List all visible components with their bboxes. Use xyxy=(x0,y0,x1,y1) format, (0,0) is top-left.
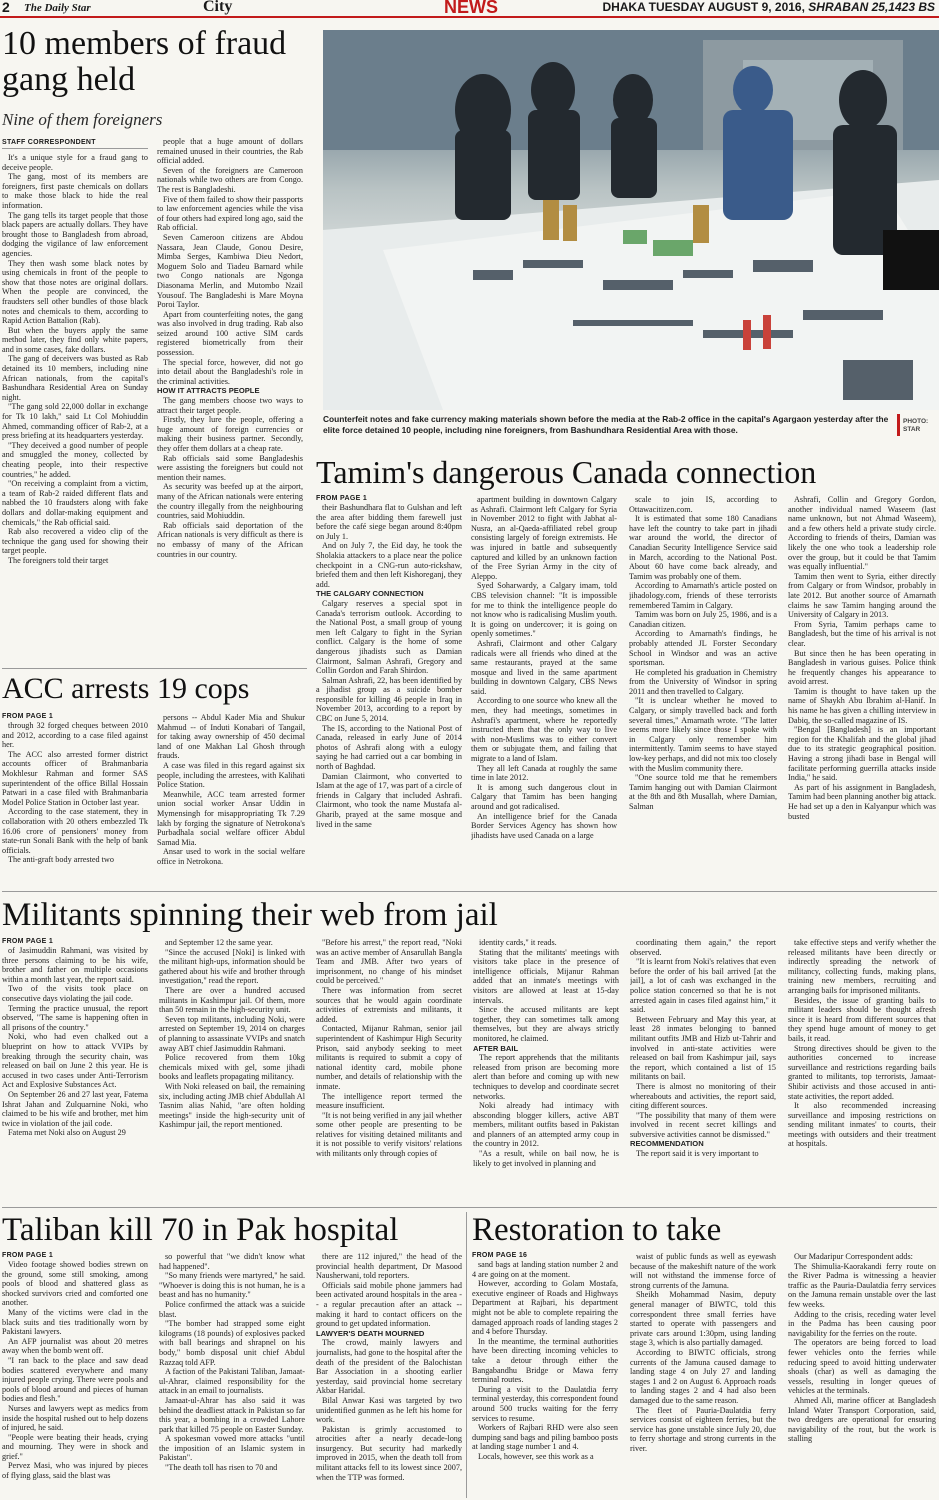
paragraph: of Jasimuddin Rahmani, was visited by three persons claiming to be his wife, brother and father on multiple occasions within a month last year, the report said. xyxy=(2,946,148,984)
paragraph: Sheikh Mohammad Nasim, deputy general manager of BIWTC, told this correspondent three small ferries have started to operate with passengers and private cars around 1:30pm, using landing stage 3, which is also partially damaged. xyxy=(630,1290,776,1348)
militants-column-1 xyxy=(2,946,148,1202)
paragraph: through 32 forged cheques between 2010 and 2012, according to a case filed against her. xyxy=(2,721,148,750)
fraud-subhead: HOW IT ATTRACTS PEOPLE xyxy=(157,386,260,396)
paragraph: people that a huge amount of dollars remained unused in their countries, the Rab official added. xyxy=(157,137,303,166)
militants-column-3 xyxy=(316,938,462,1202)
paragraph: take effective steps and verify whether the released militants have been directly or indirectly spreading the network of militancy, collecting funds, making plans, training new members, recruiting and arranging bails for imprisoned militants. xyxy=(788,938,936,995)
tamim-column-1-part-1 xyxy=(316,503,462,589)
taliban-column-1 xyxy=(2,1260,148,1498)
paragraph: From Syria, Tamim perhaps came to Bangladesh, but the time of his arrival is not clear. xyxy=(788,619,936,648)
paragraph: The gang tells its target people that those black papers are actually dollars. They have brought those to Bangladesh from abroad, dodging the vigilance of law enforcement agencies. xyxy=(2,210,148,258)
paragraph: Damian Clairmont, who converted to Islam at the age of 17, was part of a circle of friends in Calgary that included Ashrafi. Clairmont, who took the name Mustafa al-Gharib, prayed at the same mosque and lived in the same xyxy=(316,771,462,829)
paragraph: The fleet of Pauria-Daulatdia ferry services consist of eighteen ferries, but the service has gone unstable since July 20, due to ferry shortage and strong currents in the river. xyxy=(630,1405,776,1453)
paragraph: The foreigners told their target xyxy=(8,555,109,565)
paragraph: "It is unclear whether he moved to Calgary, or simply travelled back and forth several times," Amarnath wrote. "The latter seems more likely since those I spoke with in Calgary only remember him intermittently. Tamim seems to have stayed low-key perhaps, and did not mix too closely with the Muslim community there. xyxy=(629,696,777,773)
paragraph: Rab officials said deportation of the African nationals is very difficult as there is no embassy of many of the African countries in our country. xyxy=(157,520,303,559)
restoration-column-1 xyxy=(472,1260,618,1498)
militants-column-5 xyxy=(630,938,776,1202)
paragraph: Meanwhile, ACC team arrested former union social worker Ansar Uddin in Mymensingh for misappropriating Tk 7.29 lakh by forging the signature of Netrokona's Purbadhala social welfare officer Abdul Samad Mia. xyxy=(157,789,305,847)
paragraph: Strong directives should be given to the authorities concerned to increase surveillance and restrictions regarding bails granted to militants, top terrorists, Jamaat-Shibir activists and those accused in anti-state activities, the report added. xyxy=(788,1043,936,1101)
fraud-deck: Nine of them foreigners xyxy=(2,110,163,129)
paragraph: Apart from counterfeiting notes, the gang was also involved in drug trading. Rab also seized around 100 active SIM cards registered biometrically from their possession. xyxy=(157,309,303,358)
militants-column-5-part-2 xyxy=(630,1149,776,1159)
paragraph: Pakistan is grimly accustomed to atrocities after a nearly decade-long insurgency. But security had markedly improved in 2015, when the death toll from militant attacks fell to its lowest since 2007, when the TTP was formed. xyxy=(316,1424,462,1482)
paragraph: There was information from secret sources that he would again coordinate activities of extremists and militants, it added. xyxy=(316,985,462,1024)
acc-column-2 xyxy=(157,713,305,881)
paragraph: A case was filed in this regard against six people, including the arrestees, with Kalihati Police Station. xyxy=(157,760,305,790)
militants-headline: Militants spinning their web from jail xyxy=(2,897,498,933)
paragraph: there are 112 injured," the head of the provincial health department, Dr Masood Nausherwani, told reporters. xyxy=(316,1252,462,1281)
paragraph: "It is not being verified in any jail whether some other people are presenting to be relatives for visiting detained militants and it is not possible to verify visitors' relations with militants only through copies of xyxy=(316,1110,462,1159)
paragraph: Rab also recovered a video clip of the technique the gang used for showing their target people. xyxy=(2,527,148,556)
paragraph: An intelligence brief for the Canada Border Services Agency has shown how jihadists have used Canada on a large xyxy=(471,811,617,840)
paragraph: The operators are being forced to load fewer vehicles onto the ferries while reducing speed to avoid hitting underwater shoals (char) as well as damaging the vessels, resulting in longer queues of vehicles at the terminals. xyxy=(788,1338,936,1396)
paragraph: "Before his arrest," the report read, "Noki was an active member of Ansarullah Bangla Team and JMB. After two years of imprisonment, no change of his mindset could be perceived." xyxy=(316,938,462,986)
paragraph: They all left Canada at roughly the same time in late 2012. xyxy=(471,763,617,783)
paragraph: Since the accused militants are kept together, they can sometimes talk among themselves, but they are always strictly monitored, he claimed. xyxy=(473,1005,619,1043)
paragraph: The gang, most of its members are foreigners, first paste chemicals on dollars to make those black to hide the real information. xyxy=(2,172,148,210)
paragraph: "The possibility that many of them were involved in recent secret killings and subversive activities cannot be dismissed." xyxy=(630,1110,776,1139)
page-number: 2 xyxy=(2,0,10,15)
taliban-headline: Taliban kill 70 in Pak hospital xyxy=(2,1212,399,1248)
paragraph: Our Madaripur Correspondent adds: xyxy=(794,1252,913,1261)
paragraph: "People were beating their heads, crying and mourning. They were in shock and grief." xyxy=(2,1432,148,1461)
section-rule xyxy=(2,891,937,892)
paragraph: It also recommended increasing surveillance and imposing restrictions on sending militant inmates' to courts, their meetings with outsiders and their treatment at hospitals. xyxy=(788,1101,936,1149)
dateline-bangla: SHRABAN 25,1423 BS xyxy=(808,0,935,14)
taliban-column-3-part-1 xyxy=(316,1252,462,1329)
tamim-column-4 xyxy=(788,495,936,881)
tamim-column-1-part-2 xyxy=(316,599,462,829)
byline-rule xyxy=(2,148,148,149)
paragraph: "The gang sold 22,000 dollar in exchange for Tk 10 lakh," said Lt Col Mohiuddin Ahmed, commanding officer of Rab-2, at a press briefing at its headquarters yesterday. xyxy=(2,402,148,441)
taliban-column-3 xyxy=(316,1252,462,1498)
acc-column-1 xyxy=(2,721,148,881)
militants-from-page: FROM PAGE 1 xyxy=(2,938,54,945)
paragraph: identity cards," it reads. xyxy=(479,938,557,947)
paragraph: According to the case statement, they in collaboration with 20 others embezzled Tk 16.06 crore of pensioners' money from state-run Sonali Bank with the help of bank officials. xyxy=(2,807,148,855)
paragraph: Syed Soharwardy, a Calgary imam, told CBS television channel: "It is impossible for me to think the intelligence people do not know who is radicalising Muslim youth. It is going on undercover; it is going on openly sometimes." xyxy=(471,581,617,639)
paragraph: The gang of deceivers was busted as Rab detained its 10 members, including nine African nationals, from the capital's Bashundhara Residential Area on Sunday night. xyxy=(2,354,148,402)
paragraph: "As a result, while on bail now, he is likely to get involved in planning and xyxy=(473,1149,619,1168)
paragraph: Many of the victims were clad in the black suits and ties traditionally worn by Pakistani lawyers. xyxy=(2,1307,148,1337)
restoration-column-2 xyxy=(630,1252,776,1498)
paragraph: A spokesman vowed more attacks "until the imposition of an Islamic system in Pakistan". xyxy=(159,1434,305,1463)
paragraph: Noki already had intimacy with absconding blogger killers, active ABT members, militant outfits based in Pakistan and planners of an attempted army coup in the country in 2012. xyxy=(473,1101,619,1149)
tamim-column-1 xyxy=(316,503,462,881)
paragraph: their Bashundhara flat to Gulshan and left the area after bidding them farewell just before the café siege began around 8:40pm on July 1. xyxy=(316,503,462,541)
paragraph: It is estimated that some 180 Canadians have left the country to take part in jihadi war around the world, the director of Canadian Security Intelligence Service said in March, according to the National Post. About 60 have come back already, and Tamim was probably one of them. xyxy=(629,514,777,581)
tamim-headline: Tamim's dangerous Canada connection xyxy=(316,454,817,490)
paragraph: Tamim then went to Syria, either directly from Calgary or from Windsor, probably in late 2012. But another source of Amarnath claims he saw Tamim hanging around the University of Calgary in 2013. xyxy=(788,571,936,620)
paragraph: The report said it is very important to xyxy=(636,1149,759,1159)
section-rule xyxy=(2,1207,937,1208)
credit-bar xyxy=(897,414,900,436)
paragraph: Locals, however, see this work as a xyxy=(478,1451,594,1461)
paragraph: "On receiving a complaint from a victim, a team of Rab-2 raided different flats and nabbed the 10 fraudsters along with fake dollars and dollar-making equipment and chemicals," the Rab official said. xyxy=(2,479,148,527)
paragraph: There are over a hundred accused militants in Kashimpur jail. Of them, more than 50 remain in the high-security unit. xyxy=(159,985,305,1015)
paragraph: During a visit to the Daulatdia ferry terminal yesterday, this correspondent found around 500 trucks waiting for the ferry services to resume. xyxy=(472,1384,618,1423)
dateline-english: DHAKA TUESDAY AUGUST 9, 2016, xyxy=(602,0,805,14)
restoration-from-page: FROM PAGE 16 xyxy=(472,1252,528,1259)
paragraph: A faction of the Pakistani Taliban, Jamaat-ul-Ahrar, claimed responsibility for the attack in an email to journalists. xyxy=(159,1367,305,1396)
fraud-column-2 xyxy=(157,137,303,667)
restoration-column-3 xyxy=(788,1252,936,1498)
paragraph: Calgary reserves a special spot in Canada's terrorism outlook. According to the National Post, a small group of young men left Calgary to fight in the Syrian conflict. Calgary is the home of some dangerous jihadists such as Damian Clairmont, Salman Ashrafi, Gregory and Collin Gordon and Farah Shirdon. xyxy=(316,598,462,676)
paragraph: "They deceived a good number of people and smuggled the money, collected by cheating people, into their respective countries," he added. xyxy=(2,440,148,479)
paragraph: Workers of Rajbari RHD were also seen dumping sand bags and piling bamboo posts at landing stage number 1 and 4. xyxy=(472,1423,618,1452)
paragraph: Ahmed Ali, marine officer at Bangladesh Inland Water Transport Corporation, said, two dredgers are operational for ensuring navigability of the rout, but the work is stalling xyxy=(788,1395,936,1444)
paragraph: and September 12 the same year. xyxy=(165,938,273,947)
fraud-column-2-part-1 xyxy=(157,137,303,386)
taliban-subhead: LAWYER'S DEATH MOURNED xyxy=(316,1328,425,1338)
paragraph: The IS, according to the National Post of Canada, released in early June of 2014 photos of Ashrafi along with a eulogy saying he had carried out a car bombing in north of Baghdad. xyxy=(316,723,462,772)
paragraph: As part of his assignment in Bangladesh, Tamim had been planning another big attack. He had set up a den in Kalyanpur which was busted xyxy=(788,782,936,821)
acc-headline: ACC arrests 19 cops xyxy=(2,672,250,705)
paragraph: The crowd, mainly lawyers and journalists, had gone to the hospital after the death of the president of the Balochistan Bar Association in a shooting earlier yesterday, said provincial home secretary Akbar Haridal. xyxy=(316,1338,462,1396)
restoration-headline: Restoration to take xyxy=(472,1212,722,1248)
photo-illustration xyxy=(323,30,939,410)
paragraph: Tamim was born on July 25, 1986, and is a Canadian citizen. xyxy=(629,610,777,629)
paragraph: It's a unique style for a fraud gang to deceive people. xyxy=(2,153,148,172)
paragraph: Five of them failed to show their passports to law enforcement agencies while the visa of four others had expired long ago, said the Rab official. xyxy=(157,194,303,233)
paragraph: Police recovered from them 10kg chemicals mixed with gel, some jihadi books and leaflets propagating militancy. xyxy=(159,1053,305,1082)
fraud-headline: 10 members of fraud gang held xyxy=(2,25,287,98)
paragraph: Seven of the foreigners are Cameroon nationals while two others are from Congo. The rest is Bangladeshi. xyxy=(157,165,303,194)
paragraph: Terming the practice unusual, the report observed, "The same is happening often in all prisons of the country." xyxy=(2,1003,148,1032)
paragraph: waist of public funds as well as eyewash because of the makeshift nature of the work will not withstand the immense force of strong currents of the Jamuna. xyxy=(630,1252,776,1290)
paragraph: Tamim is thought to have taken up the name of Shaykh Abu Ibrahim al-Hanif. In his name he has given a chilling interview in Dabiq, the so-called magazine of IS. xyxy=(788,686,936,725)
paragraph: Salman Ashrafi, 22, has been identified by a jihadist group as a suicide bomber responsible for killing 46 people in Iraq in November 2013, according to a report by CBC on June 5, 2014. xyxy=(316,675,462,724)
paragraph: Stating that the militants' meetings with visitors take place in the presence of intelligence officials, Mijanur Rahman added that an inmate's meetings with visitors are allowed at least at 15-day intervals. xyxy=(473,947,619,1005)
paragraph: An AFP journalist was about 20 metres away when the bomb went off. xyxy=(2,1336,148,1356)
tamim-subhead: THE CALGARY CONNECTION xyxy=(316,589,424,599)
paragraph: There is almost no monitoring of their whereabouts and activities, the report said, citing different sources. xyxy=(630,1081,776,1111)
paragraph: sand bags at landing station number 2 and 4 are going on at the moment. xyxy=(472,1260,618,1279)
paragraph: The special force, however, did not go into detail about the Bangladeshi's role in the criminal activities. xyxy=(157,357,303,386)
militants-column-4-part-2 xyxy=(473,1053,619,1168)
paragraph: "The death toll has risen to 70 and xyxy=(165,1463,278,1473)
paragraph: "The bomber had strapped some eight kilograms (18 pounds) of explosives packed with ball bearings and shrapnel on his body," bomb disposal unit chief Abdul Razzaq told AFP. xyxy=(159,1319,305,1367)
acc-from-page: FROM PAGE 1 xyxy=(2,713,54,720)
paragraph: They then wash some black notes by using chemicals in front of the people to show that those notes are original dollars. When the people are convinced, the fraudsters sell other bundles of those black notes and chemicals to them, according to Rapid Action Battalion (Rab). xyxy=(2,258,148,326)
militants-column-6 xyxy=(788,938,936,1202)
taliban-column-2 xyxy=(159,1252,305,1498)
paragraph: According to Amarnath's article posted on jihadology.com, friends of these terrorists remembered Tamim in Calgary. xyxy=(629,581,777,610)
fraud-byline: STAFF CORRESPONDENT xyxy=(2,139,96,146)
paragraph: Officials said mobile phone jammers had been activated around hospitals in the area -- a regular precaution after an attack -- making it hard to contact officers on the ground to get updated information. xyxy=(316,1280,462,1329)
paragraph: Besides, the issue of granting bails to militant leaders should be thought afresh since it is heard from different sources that they spend huge amount of money to get bails, it read. xyxy=(788,995,936,1043)
militants-column-4-part-1 xyxy=(473,938,619,1044)
paragraph: "So many friends were martyred," he said. "Whoever is doing this is not human, he is a beast and has no humanity." xyxy=(159,1271,305,1300)
paragraph: Ashrafi, Clairmont and other Calgary radicals were all friends who dined at the same restaurants, prayed at the same mosque and lived in the same apartment building in downtown Calgary, CBS News said. xyxy=(471,638,617,696)
militants-column-4 xyxy=(473,938,619,1202)
taliban-column-3-part-2 xyxy=(316,1338,462,1482)
paragraph: Pervez Masi, who was injured by pieces of flying glass, said the blast was xyxy=(2,1461,148,1481)
paragraph: And on July 7, the Eid day, he took the Sholakia attackers to a place near the police checkpoint in a CNG-run auto-rickshaw, briefed them and then left Kishoreganj, they add. xyxy=(316,541,462,589)
paragraph: Seven top militants, including Noki, were arrested on September 19, 2014 on charges of planning to assassinate VVIPs and snatch away ABT chief Jasimuddin Rahmani. xyxy=(159,1014,305,1053)
paragraph: coordinating them again," the report observed. xyxy=(630,938,776,957)
photo-caption: Counterfeit notes and fake currency making materials shown before the media at the Rab-2 office in the capital's Agargaon yesterday after the elite force detained 10 people, including nine foreigners, from Bashundhara Residential Area with those. xyxy=(323,414,889,435)
paragraph: Rab officials said some Bangladeshis were assisting the foreigners but could not mention their names. xyxy=(157,453,303,482)
paragraph: The anti-graft body arrested two xyxy=(8,855,114,865)
paragraph: Two of the visits took place on consecutive days violating the jail code. xyxy=(2,984,148,1003)
paragraph: Nurses and lawyers wept as medics from inside the hospital rushed out to help dozens of injured, he said. xyxy=(2,1403,148,1433)
paragraph: But when the buyers apply the same method later, they find only white papers, and in some cases, fake dollars. xyxy=(2,325,148,354)
photo-credit: PHOTO: STAR xyxy=(903,418,929,433)
paragraph: "I ran back to the place and saw dead bodies scattered everywhere and many injured people crying. There were pools and pools of blood around and pieces of human bodies and flesh." xyxy=(2,1355,148,1404)
paragraph: The Shimulia-Kaorakandi ferry route on the River Padma is witnessing a heavier traffic as the Pauria-Daulatdia ferry services on the Jamuna remain unstable over the last few weeks. xyxy=(788,1261,936,1309)
militants-subhead-1: AFTER BAIL xyxy=(473,1043,519,1053)
paragraph: On September 26 and 27 last year, Fatema Ishrat Jahan and Zulquarnine Noki, who claimed to be his wife and brother, met him twice in violation of the jail code. xyxy=(2,1089,148,1128)
paragraph: As security was beefed up at the airport, many of the African nationals were entering the country illegally from the neighbouring countries, said Mohiuddin. xyxy=(157,482,303,521)
category-label: NEWS xyxy=(444,0,498,17)
paragraph: Ashrafi, Collin and Gregory Gordon, another individual named Waseem (last name unknown, but not Ahmad Waseem), and a few others held a private study circle. According to friends of theirs, Damian was likely the one who took a leadership role over the group, but it could be that Tamim was equally influential." xyxy=(788,495,936,572)
paragraph: Bilal Anwar Kasi was targeted by two unidentified gunmen as he left his home for work. xyxy=(316,1395,462,1425)
tamim-from-page: FROM PAGE 1 xyxy=(316,495,368,502)
paragraph: Noki, who had even chalked out a blueprint on how to attack VVIPs by breaking through the security chain, was released on bail on June 2 this year. He is accused in two cases under Anti-Terrorism Act and Explosive Substances Act. xyxy=(2,1032,148,1090)
fraud-column-1 xyxy=(2,153,148,667)
column-divider xyxy=(466,1212,467,1498)
paragraph: In the meantime, the terminal authorities have been directing incoming vehicles to take a detour through either the Bangabandhu Bridge or Mawa ferry terminal routes. xyxy=(472,1336,618,1385)
news-photo xyxy=(323,30,939,410)
paper-name: The Daily Star xyxy=(24,2,91,14)
paragraph: Jamaat-ul-Ahrar has also said it was behind the deadliest attack in Pakistan so far this year, a bombing in a crowded Lahore park that killed 75 people on Easter Sunday. xyxy=(159,1395,305,1434)
militants-subhead-2: RECOMMENDATION xyxy=(630,1139,704,1149)
paragraph: "Bengal [Bangladesh] is an important region for the Khalifah and the global jihad due to its strategic geographical position. Having a strong jihadi base in Bengal will facilitate performing guerrilla attacks inside India," he said. xyxy=(788,725,936,783)
paragraph: Seven Cameroon citizens are Abdou Nassara, Jean Claude, Gonou Desire, Mimba Serges, Kambiwa Dieu Nedort, Moguem Solo and Tiadeu Barnard while two Congo nationals are Ngonga Diasonama Merlin, and Mutombo Nzail Yousouf. The Bangladeshi is Mare Moyna Poroi Taylor. xyxy=(157,232,303,310)
paragraph: But since then he has been operating in Bangladesh in various guises. Police think he frequently changes his appearance to avoid arrest. xyxy=(788,648,936,687)
fraud-column-2-part-2 xyxy=(157,396,303,559)
paragraph: Firstly, they lure the people, offering a huge amount of foreign currencies or making their business partner. Secondly, they offer them dollars at a cheap rate. xyxy=(157,415,303,453)
paragraph: Video footage showed bodies strewn on the ground, some still smoking, among pools of blood and shattered glass as shocked survivors cried and comforted one another. xyxy=(2,1260,148,1308)
taliban-from-page: FROM PAGE 1 xyxy=(2,1252,54,1259)
paragraph: According to one source who knew all the men, they had meetings, sometimes in Ashrafi's apartment, where he reportedly instructed them that the only way to live with non-Muslims was to either convert them or subjugate them, and failing that migrate to a land of Islam. xyxy=(471,696,617,764)
paragraph: "It is learnt from Noki's relatives that even before the order of his bail arrived [at the jail], a lot of cash was exchanged in the police station concerned so that he is not arrested again in cases filed against him," it said. xyxy=(630,957,776,1015)
paragraph: "Since the accused [Noki] is linked with the militant high-ups, information should be gathered about his wife and brother through investigation," read the report. xyxy=(159,947,305,986)
tamim-column-2 xyxy=(471,495,617,881)
paragraph: The gang members choose two ways to attract their target people. xyxy=(157,396,303,415)
paragraph: Police confirmed the attack was a suicide blast. xyxy=(159,1299,305,1319)
paragraph: scale to join IS, according to Ottawacitizen.com. xyxy=(629,495,777,514)
paragraph: Contacted, Mijanur Rahman, senior jail superintendent of Kashimpur High Security Prison, said anybody seeking to meet militants is required to submit a copy of national identity card, mobile phone number, and details of relationship with the inmate. xyxy=(316,1024,462,1091)
paragraph: "One source told me that he remembers Tamim hanging out with Damian Clairmont at the 8th and 8th Musallah, where Damian, Salman xyxy=(629,773,777,811)
paragraph: Adding to the crisis, receding water level in the Padma has been causing poor navigability for the ferries on the route. xyxy=(788,1309,936,1338)
paragraph: According to BIWTC officials, strong currents of the Jamuna caused damage to landing stage 4 on July 27 and landing stages 1 and 2 on August 6. Approach roads to landing stages 2 and 4 had also been damaged due to the same reason. xyxy=(630,1347,776,1405)
paragraph: Ansar used to work in the social welfare office in Netrokona. xyxy=(157,847,305,866)
paragraph: It is among such dangerous clout in Calgary that Tamim has been hanging around and got radicalised. xyxy=(471,782,617,811)
paragraph: The report apprehends that the militants released from prison are becoming more alert than before and coming up with new techniques to develop and coordinate secret networks. xyxy=(473,1053,619,1101)
paragraph: apartment building in downtown Calgary as Ashrafi. Clairmont left Calgary for Syria in November 2012 to fight with Jabhat al-Nusra, an al-Qaeda-affiliated rebel group consisting largely of foreign extremists. He was injured in battle and subsequently captured and killed by an unknown faction of the Free Syrian Army in the city of Aleppo. xyxy=(471,495,617,581)
paragraph: With Noki released on bail, the remaining six, including acting JMB chief Abdullah Al Tasnim alias Nahid, "are often holding meetings" inside the high-security unit of Kashimpur jail, the report mentioned. xyxy=(159,1081,305,1130)
section-name: City xyxy=(203,0,233,15)
paragraph: Between February and May this year, at least 28 inmates belonging to banned militant outfits JMB and Hizb ut-Tahrir and involved in anti-state activities were released on bail from Kashimpur jail, says the report, which contained a list of 15 militants on bail. xyxy=(630,1014,776,1082)
paragraph: Fatema met Noki also on August 29 xyxy=(8,1128,126,1138)
paragraph: persons -- Abdul Kader Mia and Shukur Mahmud -- of Induti Konabari of Tangail, for taking away ownership of 450 decimal land of one Makhan Lal Ghosh through frauds. xyxy=(157,713,305,761)
paragraph: However, according to Golam Mostafa, executive engineer of Roads and Highways Department at Rajbari, his department might not be able to complete repairing the damaged approach roads of landing stages 2 and 4 before Thursday. xyxy=(472,1279,618,1337)
tamim-column-3 xyxy=(629,495,777,881)
paragraph: The intelligence report termed the measure insufficient. xyxy=(316,1091,462,1111)
paragraph: The ACC also arrested former district accounts officer of Brahmanbaria Mokhlesur Rahman and former SAS superintendent of the office Billal Hossain Patwari in a case filed with Brahmanbaria Model Police Station in October last year. xyxy=(2,749,148,807)
dateline xyxy=(602,0,935,15)
militants-column-5-part-1 xyxy=(630,938,776,1139)
paragraph: He completed his graduation in Chemistry from the University of Windsor in spring 2011 and then travelled to Calgary. xyxy=(629,667,777,696)
paragraph: According to Amarnath's findings, he probably attended JL Forster Secondary School in Windsor and was an active sportsman. xyxy=(629,629,777,668)
section-rule xyxy=(2,668,307,669)
militants-column-2 xyxy=(159,938,305,1202)
paragraph: so powerful that "we didn't know what had happened". xyxy=(159,1252,305,1271)
